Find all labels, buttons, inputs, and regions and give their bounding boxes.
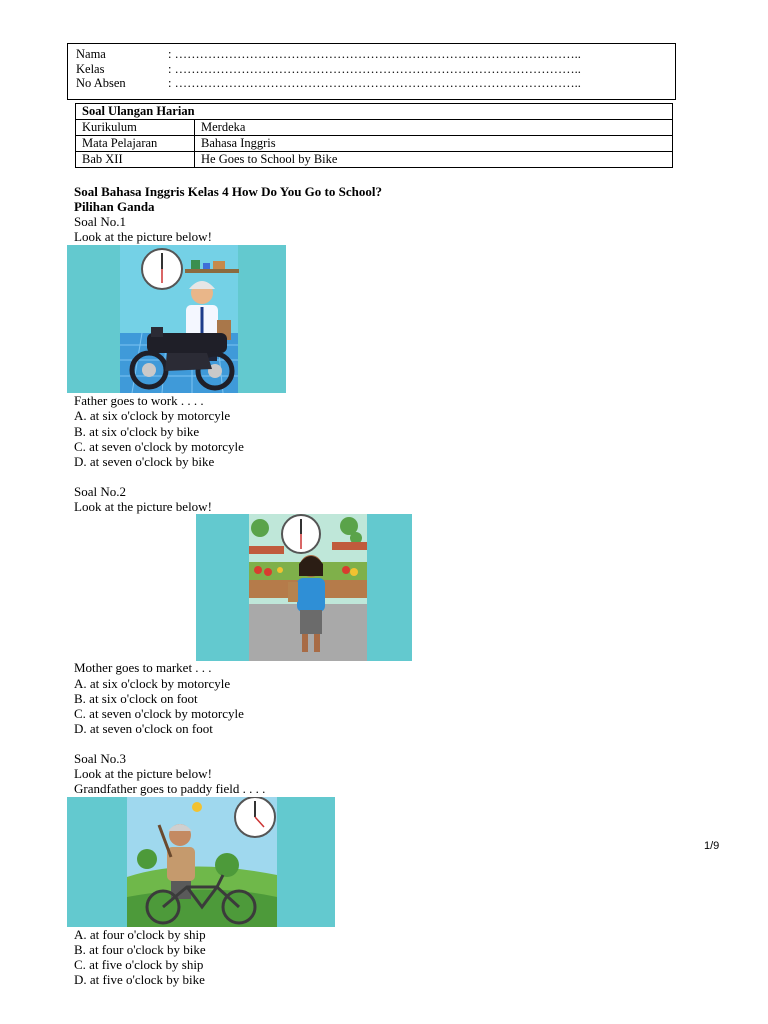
answer-option[interactable]: C. at five o'clock by ship: [74, 957, 204, 972]
info-header: Soal Ulangan Harian: [76, 104, 673, 120]
absen-row: [76, 76, 581, 90]
class-field[interactable]: : ……………………………………………………………………………………..: [168, 62, 581, 76]
info-value: Merdeka: [195, 120, 673, 136]
info-value: Bahasa Inggris: [195, 136, 673, 152]
answer-option[interactable]: D. at seven o'clock on foot: [74, 721, 213, 736]
question-instruction: Look at the picture below!: [74, 766, 212, 781]
answer-option[interactable]: B. at four o'clock by bike: [74, 942, 206, 957]
page-number: 1/9: [704, 840, 720, 852]
info-table: [75, 103, 673, 168]
info-header-row: [76, 104, 673, 120]
answer-option[interactable]: C. at seven o'clock by motorcyle: [74, 706, 244, 721]
table-row: [76, 152, 673, 168]
table-row: [76, 120, 673, 136]
class-label: Kelas: [76, 62, 105, 76]
question-number: Soal No.3: [74, 751, 126, 766]
document-title: Soal Bahasa Inggris Kelas 4 How Do You Go to School?: [74, 184, 382, 199]
answer-option[interactable]: A. at six o'clock by motorcyle: [74, 408, 231, 423]
answer-option[interactable]: D. at seven o'clock by bike: [74, 454, 215, 469]
absen-label: No Absen: [76, 76, 126, 90]
info-value: He Goes to School by Bike: [195, 152, 673, 168]
name-label: Nama: [76, 47, 106, 61]
father-motorcycle-illustration: [67, 245, 286, 393]
answer-option[interactable]: B. at six o'clock on foot: [74, 691, 198, 706]
info-key: Bab XII: [76, 152, 195, 168]
question-stem: Mother goes to market . . .: [74, 660, 212, 675]
mother-market-illustration: [196, 514, 412, 661]
name-field[interactable]: : ……………………………………………………………………………………..: [168, 47, 581, 61]
section-heading: Pilihan Ganda: [74, 199, 155, 214]
question-stem: Father goes to work . . . .: [74, 393, 204, 408]
answer-option[interactable]: B. at six o'clock by bike: [74, 424, 200, 439]
answer-option[interactable]: A. at four o'clock by ship: [74, 927, 206, 942]
question-instruction: Look at the picture below!: [74, 229, 212, 244]
answer-option[interactable]: D. at five o'clock by bike: [74, 972, 205, 987]
grandfather-bike-illustration: [67, 797, 335, 927]
class-row: [76, 62, 581, 76]
answer-option[interactable]: A. at six o'clock by motorcyle: [74, 676, 231, 691]
info-key: Mata Pelajaran: [76, 136, 195, 152]
name-row: [76, 47, 581, 61]
table-row: [76, 136, 673, 152]
question-number: Soal No.1: [74, 214, 126, 229]
answer-option[interactable]: C. at seven o'clock by motorcyle: [74, 439, 244, 454]
question-instruction: Look at the picture below!: [74, 499, 212, 514]
absen-field[interactable]: : ……………………………………………………………………………………..: [168, 76, 581, 90]
question-number: Soal No.2: [74, 484, 126, 499]
identity-box: [67, 43, 676, 100]
question-stem: Grandfather goes to paddy field . . . .: [74, 781, 266, 796]
info-key: Kurikulum: [76, 120, 195, 136]
